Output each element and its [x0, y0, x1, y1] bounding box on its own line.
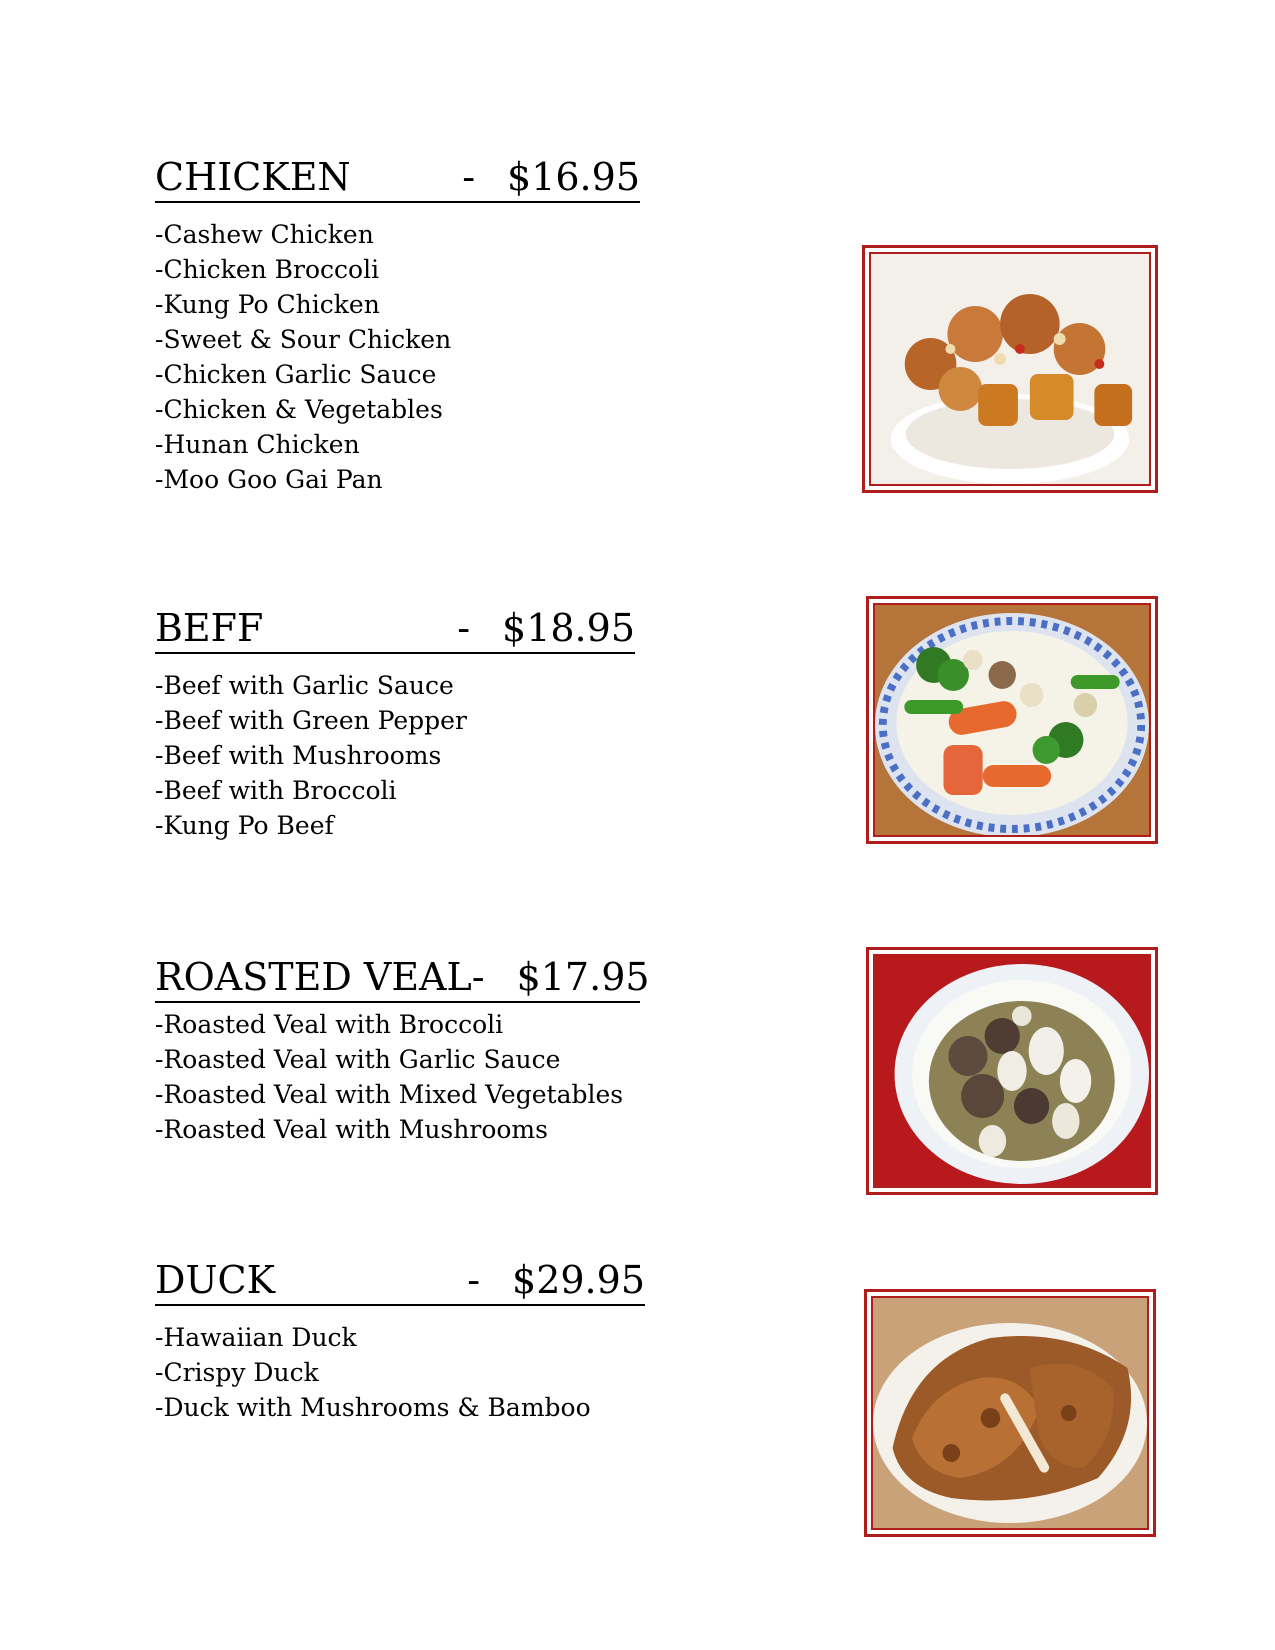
menu-item: -Sweet & Sour Chicken	[155, 325, 452, 354]
menu-item: -Beef with Broccoli	[155, 776, 397, 805]
menu-item: -Duck with Mushrooms & Bamboo	[155, 1393, 591, 1422]
menu-item: -Roasted Veal with Mushrooms	[155, 1115, 548, 1144]
heading-dash: -	[467, 1258, 481, 1302]
section-heading	[155, 155, 640, 203]
menu-item: -Roasted Veal with Mixed Vegetables	[155, 1080, 624, 1109]
item-list	[155, 217, 640, 497]
section-title: ROASTED VEAL	[155, 955, 472, 999]
duck-dish-image	[873, 1298, 1147, 1528]
menu-item: -Roasted Veal with Garlic Sauce	[155, 1045, 561, 1074]
menu-item: -Hawaiian Duck	[155, 1323, 357, 1352]
section-heading	[155, 955, 650, 1003]
menu-item: -Kung Po Beef	[155, 811, 334, 840]
section-roasted-veal	[155, 955, 650, 1147]
section-heading	[155, 1258, 645, 1306]
menu-item: -Kung Po Chicken	[155, 290, 380, 319]
menu-item: -Beef with Green Pepper	[155, 706, 467, 735]
heading-dash: -	[462, 155, 476, 199]
menu-item: -Beef with Garlic Sauce	[155, 671, 454, 700]
menu-item: -Chicken Broccoli	[155, 255, 380, 284]
item-list	[155, 668, 635, 843]
chicken-photo	[862, 245, 1158, 493]
menu-item: -Beef with Mushrooms	[155, 741, 442, 770]
section-price: $17.95	[516, 955, 650, 999]
veal-photo	[866, 947, 1158, 1195]
item-list	[155, 1007, 640, 1147]
beef-dish-image	[875, 605, 1149, 835]
menu-item: -Hunan Chicken	[155, 430, 360, 459]
section-price: $18.95	[502, 606, 635, 650]
section-title: DUCK	[155, 1258, 275, 1302]
menu-item: -Chicken Garlic Sauce	[155, 360, 437, 389]
menu-item: -Crispy Duck	[155, 1358, 319, 1387]
section-title: BEFF	[155, 606, 264, 650]
menu-item: -Chicken & Vegetables	[155, 395, 443, 424]
duck-photo	[864, 1289, 1156, 1537]
menu-item: -Moo Goo Gai Pan	[155, 465, 383, 494]
section-heading	[155, 606, 635, 654]
section-price: $29.95	[512, 1258, 645, 1302]
chicken-dish-image	[871, 254, 1149, 484]
item-list	[155, 1320, 645, 1425]
heading-dash: -	[457, 606, 471, 650]
section-price: $16.95	[507, 155, 640, 199]
section-title: CHICKEN	[155, 155, 351, 199]
menu-item: -Roasted Veal with Broccoli	[155, 1010, 504, 1039]
veal-dish-image	[875, 956, 1149, 1186]
menu-item: -Cashew Chicken	[155, 220, 374, 249]
heading-dash: -	[471, 955, 485, 999]
section-duck	[155, 1258, 645, 1425]
section-chicken	[155, 155, 640, 497]
beef-photo	[866, 596, 1158, 844]
section-beef	[155, 606, 635, 843]
